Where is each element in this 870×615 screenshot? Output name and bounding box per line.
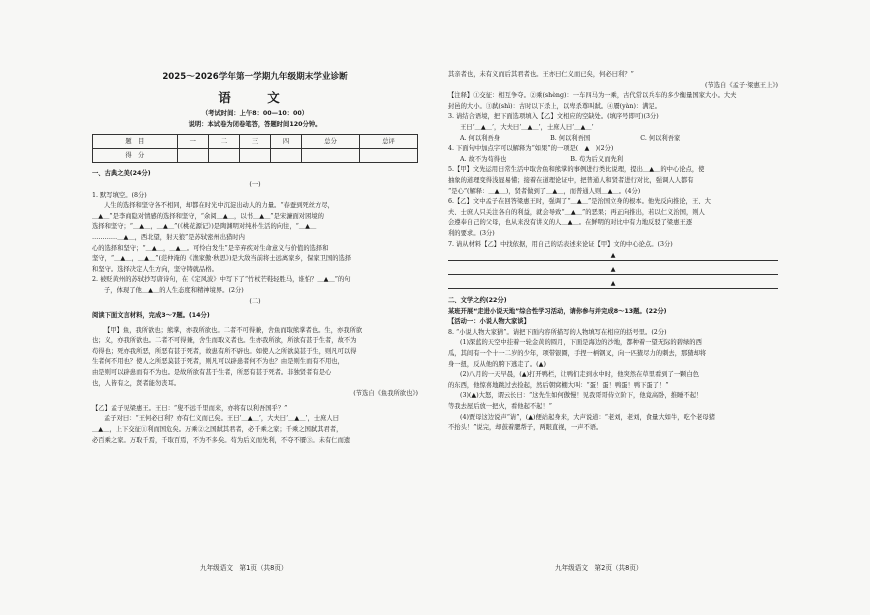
answer-line[interactable]: ▲ [448,250,778,261]
question-6-line: 会遵奉自己的父母，也从来没有讲义的人＿▲＿。在鲜明的对比中有力地反驳了梁惠王逐 [448,219,693,227]
exam-title: 2025～2026学年第一学期九年级期末学业诊断 [162,72,348,82]
question-1-line: 和坚守。选择决定人生方向，坚守铸就品格。 [92,265,218,273]
question-6-line: 6.【乙】文中孟子在回答梁惠王时，强调了“＿▲＿”是治国立身的根本。他先反向推论，王、大 [448,198,711,206]
score-cell[interactable] [208,149,239,163]
score-header-cell: 总评 [360,135,418,149]
page-2-footer: 九年级语文 第2页（共8页） [555,564,643,572]
score-header-cell: 题 目 [93,135,178,149]
question-5-line: 抽象的道理变得浅显易懂；接着在道理论证中，把普通人和贤者进行对比，强调人人都有 [448,176,694,184]
option-b[interactable]: B. 苟为后义而先利 [570,155,624,163]
question-8-line: 瓜，其间有一个十一二岁的少年，项带银圈，手捏一柄钢叉，向一匹猹尽力的刺去，那猹却将 [448,350,707,358]
score-value-row [93,149,418,163]
subject-title: 语 文 [218,89,292,105]
score-header-cell: 四 [271,135,302,149]
passage-a-line: 生者何不用也？使人之所恶莫甚于死者，则凡可以辟患者何不为也？由是则生而有不用也， [92,358,344,366]
question-8-line: 身一扭，反从他的胯下逃走了。(▲) [448,360,546,368]
question-3-heading: 3. 请结合语境，把下面选项填入【乙】文相应的空缺处。(填序号即可)(3分) [448,113,659,121]
question-1-line: …………＿▲＿，西北望，射天狼”是苏轼密州出猎时内 [92,233,245,241]
question-8-line: (2)八月的一天早晨，(▲)打开鸭栏，让鸭们走到水中时，他突然在草里看到了一颗白色 [460,371,700,379]
reading-heading: 阅读下面文言材料，完成3～7题。(14分) [92,312,210,320]
answer-line[interactable]: ▲ [448,264,778,275]
passage-a-line: 也；义，亦我所欲也。二者不可得兼，舍生而取义者也。生亦我所欲，所欲有甚于生者，故不为 [92,337,357,345]
question-8-line: 不抬头！”说完，却鼓着腮帮子，两眼直视，一声不语。 [448,424,603,432]
score-row-label: 得 分 [93,149,178,163]
question-2-line: 2. 被贬黄州的苏轼抄写唐诗句，在《定风波》中写下了“竹杖芒鞋轻胜马，谁怕？＿▲＿”的句 [92,276,351,284]
question-8-line: 的东西，他惊喜地跳过去捡起，然后朝窝棚大叫：“蛋！蛋！鸭蛋！鸭下蛋了！” [448,381,669,389]
score-table [92,134,418,163]
question-1-heading: 1. 默写填空。(8分) [92,191,147,199]
option-b[interactable]: B. 何以利吾国 [550,134,591,142]
question-4-options [448,155,778,166]
score-cell[interactable] [239,149,270,163]
question-3-blanks[interactable]: 王曰‘＿▲＿’，大夫曰‘＿▲＿’，士庶人曰‘＿▲＿’ [460,123,594,131]
exam-note: 说明：本试卷为闭卷笔答，答题时间120分钟。 [188,120,322,128]
question-8-line: 等我去屋后放一把火，看他起不起！” [448,403,552,411]
passage-a-line: 【甲】鱼，我所欲也；熊掌，亦我所欲也。二者不可得兼，舍鱼而取熊掌者也。生，亦我所欲 [104,326,363,334]
question-8-line: (1)深蓝的天空中挂着一轮金黄的圆月，下面是海边的沙地，都种着一望无际的碧绿的西 [460,339,702,347]
option-a[interactable]: A. 何以利吾身 [460,134,501,142]
score-header-row [93,135,418,149]
score-cell[interactable] [302,149,360,163]
passage-b-continued: 其亲者也，未有义而后其君者也。王亦曰仁义而已矣，何必曰利？” [448,71,634,78]
question-2-line: 子，体现了他＿▲＿的人生态度和精神境界。(2分) [104,286,244,294]
exam-time: （考试时间：上午8：00—10：00） [201,110,309,118]
answer-line[interactable]: ▲ [448,278,778,289]
question-1-line: 人生的选择和坚守各不相同，却都在时光中沉淀出动人的力量。“春蚕到死丝方尽， [104,202,334,210]
option-a[interactable]: A. 故不为苟得也 [460,155,507,163]
passage-a-line: 也，人皆有之，贤者能勿丧耳。 [92,379,181,387]
section-1-title: 一、古典之美(24分) [92,170,151,178]
score-header-cell: 一 [177,135,208,149]
annotation-line: 封邑的大小。③弑(shì)：古时以下杀上，以卑杀尊叫弑。④餍(yàn)：满足。 [448,102,662,110]
page-1 [92,60,418,446]
passage-b-line: 【乙】孟子见梁惠王。王曰：“叟不远千里而来，亦将有以利吾国乎？” [92,404,288,412]
score-cell[interactable] [177,149,208,163]
activity-1-title: 【活动一：小说人物大家谈】 [448,318,530,326]
passage-a-line: 苟得也；死亦我所恶，所恶有甚于死者，故患有所不辟也。如使人之所欲莫甚于生，则凡可以得 [92,347,357,355]
question-8-line: (3)(▲)大怒，谓云长曰：“这先生如何傲慢！见我哥哥侍立阶下，他竟高卧，推睡不起！ [460,392,703,400]
option-c[interactable]: C. 何以利吾家 [640,134,681,142]
question-8-line: 8. “小说人物大家猜”。请把下面内容所描写的人物填写在相应的括号里。(2分) [448,328,667,336]
question-6-line: 夫、士庶人只关注各自的利益，就会导致“＿▲＿”的恶果；再正向推出，若以仁义治国，则人 [448,208,705,216]
part-1-marker: (一) [249,180,261,188]
question-8-line: (4)贾母这边说声“请”，(▲)便站起身来，大声说道：“老刘，老刘，食量大如牛，吃个老母猪 [460,413,716,421]
question-7-heading: 7. 请从材料【乙】中找依据，用自己的话表述来论证【甲】文的中心论点。(3分) [448,240,673,248]
question-3-options [448,134,778,145]
score-header-cell: 总分 [302,135,360,149]
question-6-line: 利的要求。(3分) [448,229,495,237]
passage-b-line: 孟子对曰：“王何必曰利？亦有仁义而已矣。王曰‘＿▲＿’，大夫曰‘＿▲＿’，士庶人曰 [104,415,340,423]
passage-a-source: (节选自《鱼我所欲也》) [353,390,418,398]
question-5-line: 5.【甲】文先运用日常生活中取舍鱼和熊掌的事例进行类比说理，提出＿▲＿的中心论点，使 [448,166,705,174]
page-2 [448,70,778,434]
score-header-cell: 三 [239,135,270,149]
passage-b-line: ＿▲＿，上下交征①利而国危矣。万乘②之国弑其君者，必千乘之家；千乘之国弑其君者， [92,426,343,434]
passage-a-line: 由是则可以辟患而有不为也。是故所欲有甚于生者，所恶有甚于死者。非独贤者有是心 [92,369,332,377]
score-cell[interactable] [360,149,418,163]
question-4-heading: 4. 下面句中加点字可以解释为“如果”的一项是( ▲ )(2分) [448,145,614,153]
passage-b-line: 必百乘之家。万取千焉，千取百焉，不为不多矣。苟为后义而先利，不夺不餍③。未有仁而遗 [92,436,351,444]
question-1-line: 心的选择和坚守；“＿▲＿，＿▲＿。可怜白发生”是辛弃疾对生命意义与价值的选择和 [92,244,329,252]
section-2-title: 二、文学之约(22分) [448,297,507,305]
passage-b-source: (节选自《孟子·梁惠王上》) [704,81,778,89]
annotation-line: 【注释】①交征：相互争夺。②乘(shèng)：一车四马为一乘，古代常以兵车的多少衡量国家大小。大夫 [448,92,737,100]
activity-intro: 某班开展“走进小说天地”综合性学习活动，请你参与并完成8～13题。(22分) [448,307,667,315]
part-2-marker: (二) [249,297,261,305]
question-5-line: “是心”(解释：＿▲＿)，贤者做到了＿▲＿，而普通人则＿▲＿。(4分) [448,187,641,195]
question-1-line: 坚守，“＿▲＿，＿▲＿”(范仲淹的《渔家傲·秋思》)是大敌当前将士远离家乡，保家卫国的选择 [92,255,352,263]
question-1-line: ＿▲＿”是李商隐对情感的选择和坚守，“余阅＿▲＿，以书＿▲＿”是宋濂面对困境的 [92,212,324,220]
page-1-footer: 九年级语文 第1页（共8页） [200,564,288,572]
question-1-line: 选择和坚守；“＿▲＿，＿▲＿”(《桃花源记》)是陶渊明对纯朴生活的向往，“＿▲＿ [92,223,317,231]
score-cell[interactable] [271,149,302,163]
score-header-cell: 二 [208,135,239,149]
